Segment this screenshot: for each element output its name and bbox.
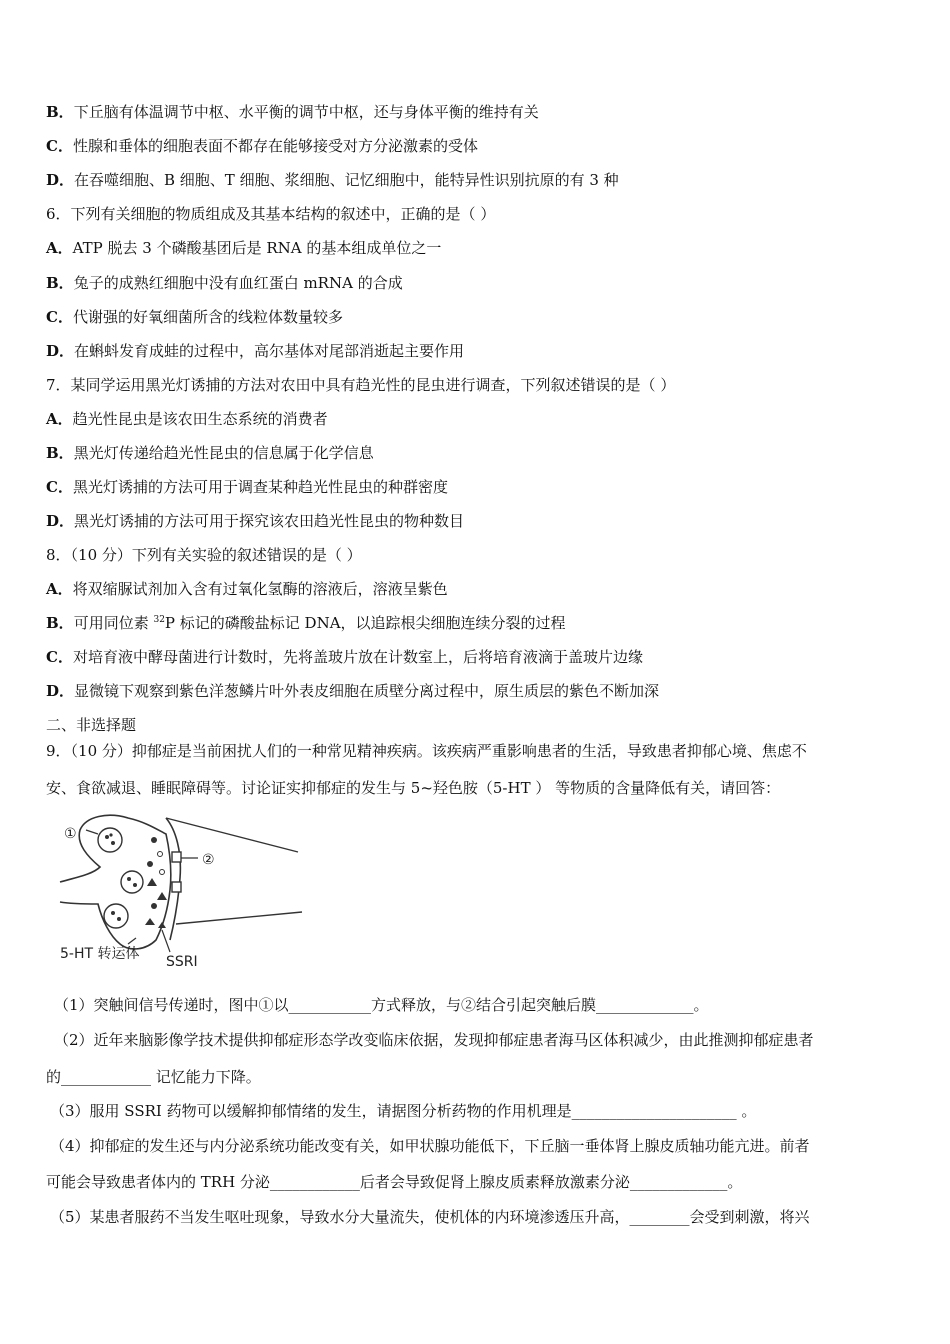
vesicle — [121, 871, 143, 893]
q9-part2-line1: （2）近年来脑影像学技术提供抑郁症形态学改变临床依据，发现抑郁症患者海马区体积减少，由此推测抑郁症患者 — [54, 1031, 814, 1049]
isotope-superscript: 32 — [153, 615, 165, 625]
option-letter: D． — [46, 342, 75, 360]
option-letter: B． — [46, 614, 74, 632]
option-letter: B． — [46, 444, 74, 462]
q7-option-b — [46, 443, 374, 463]
q8-option-c — [46, 647, 643, 667]
synapse-diagram — [58, 812, 308, 972]
q8-option-b — [46, 613, 566, 633]
section-heading: 二、非选择题 — [46, 716, 137, 734]
option-text: 在吞噬细胞、B 细胞、T 细胞、浆细胞、记忆细胞中，能特异性识别抗原的有 3 种 — [74, 171, 619, 189]
option-text: 趋光性昆虫是该农田生态系统的消费者 — [72, 410, 328, 428]
q7-option-d — [46, 511, 464, 531]
q5-option-c — [46, 136, 478, 156]
option-letter: A． — [46, 410, 73, 428]
option-text: 可用同位素 — [73, 614, 154, 632]
q9-part2-line2: 的____________ 记忆能力下降。 — [46, 1068, 261, 1086]
q5-option-d — [46, 170, 619, 190]
q7-stem: 7．某同学运用黑光灯诱捕的方法对农田中具有趋光性的昆虫进行调查，下列叙述错误的是（ ） — [46, 376, 676, 394]
q9-stem-line2: 安、食欲减退、睡眠障碍等。讨论证实抑郁症的发生与 5~羟色胺（5-HT ） 等物质的含量降低有关，请回答： — [46, 779, 781, 797]
q7-option-c — [46, 477, 448, 497]
option-text: ATP 脱去 3 个磷酸基团后是 RNA 的基本组成单位之一 — [72, 239, 442, 257]
option-text: P 标记的磷酸盐标记 DNA，以追踪根尖细胞连续分裂的过程 — [164, 614, 566, 632]
option-letter: D． — [46, 512, 75, 530]
q9-stem-line1: 9．（10 分）抑郁症是当前困扰人们的一种常见精神疾病。该疾病严重影响患者的生活，导致患者抑郁心境、焦虑不 — [46, 742, 807, 760]
vesicle — [98, 828, 122, 852]
label-2: ② — [202, 852, 215, 868]
q8-option-d — [46, 681, 659, 701]
q9-part4-line1: （4）抑郁症的发生还与内分泌系统功能改变有关，如甲状腺功能低下，下丘脑一垂体肾上腺皮质轴功能亢进。前者 — [50, 1137, 810, 1155]
q8-option-a — [46, 579, 448, 599]
option-letter: D． — [46, 682, 75, 700]
vesicle — [104, 904, 128, 928]
q9-part4-line2: 可能会导致患者体内的 TRH 分泌____________后者会导致促肾上腺皮质素释放激素分泌_____________。 — [46, 1173, 743, 1191]
option-text: 兔子的成熟红细胞中没有血红蛋白 mRNA 的合成 — [73, 274, 403, 292]
q9-part1: （1）突触间信号传递时，图中①以___________方式释放，与②结合引起突触后膜_____________。 — [54, 996, 709, 1014]
option-text: 下丘脑有体温调节中枢、水平衡的调节中枢，还与身体平衡的维持有关 — [73, 103, 539, 121]
option-text: 显微镜下观察到紫色洋葱鳞片叶外表皮细胞在质壁分离过程中，原生质层的紫色不断加深 — [74, 682, 660, 700]
option-text: 代谢强的好氧细菌所含的线粒体数量较多 — [72, 308, 343, 326]
postsynaptic-membrane — [166, 818, 180, 940]
q5-option-b — [46, 102, 539, 122]
option-letter: B． — [46, 274, 74, 292]
receptor — [172, 852, 181, 862]
option-text: 在蝌蚪发育成蛙的过程中，高尔基体对尾部消逝起主要作用 — [74, 342, 465, 360]
option-letter: A． — [46, 580, 73, 598]
option-text: 黑光灯诱捕的方法可用于探究该农田趋光性昆虫的物种数目 — [74, 512, 465, 530]
q8-stem: 8．（10 分）下列有关实验的叙述错误的是（ ） — [46, 546, 362, 564]
option-text: 性腺和垂体的细胞表面不都存在能够接受对方分泌激素的受体 — [72, 137, 478, 155]
q9-part3: （3）服用 SSRI 药物可以缓解抑郁情绪的发生，请据图分析药物的作用机理是______________________ 。 — [50, 1102, 757, 1120]
option-letter: C． — [46, 648, 73, 666]
label-1: ① — [64, 826, 77, 842]
q6-option-a — [46, 238, 441, 258]
option-text: 黑光灯诱捕的方法可用于调查某种趋光性昆虫的种群密度 — [72, 478, 448, 496]
ssri-molecule — [158, 922, 166, 928]
option-text: 对培育液中酵母菌进行计数时，先将盖玻片放在计数室上，后将培育液滴于盖玻片边缘 — [72, 648, 643, 666]
q7-option-a — [46, 409, 328, 429]
option-letter: D． — [46, 171, 75, 189]
option-letter: C． — [46, 308, 73, 326]
receptor — [172, 882, 181, 892]
option-letter: B． — [46, 103, 74, 121]
ssri-label: SSRI — [166, 954, 198, 970]
q6-option-b — [46, 273, 403, 293]
q6-option-c — [46, 307, 343, 327]
option-letter: A． — [46, 239, 73, 257]
q6-stem: 6．下列有关细胞的物质组成及其基本结构的叙述中，正确的是（ ） — [46, 205, 496, 223]
option-letter: C． — [46, 478, 73, 496]
q9-part5: （5）某患者服药不当发生呕吐现象，导致水分大量流失，使机体的内环境渗透压升高，________会受到刺激，将兴 — [50, 1208, 810, 1226]
option-text: 将双缩脲试剂加入含有过氧化氢酶的溶液后，溶液呈紫色 — [72, 580, 448, 598]
option-letter: C． — [46, 137, 73, 155]
transporter-label: 5-HT 转运体 — [60, 946, 140, 962]
q6-option-d — [46, 341, 464, 361]
option-text: 黑光灯传递给趋光性昆虫的信息属于化学信息 — [73, 444, 374, 462]
